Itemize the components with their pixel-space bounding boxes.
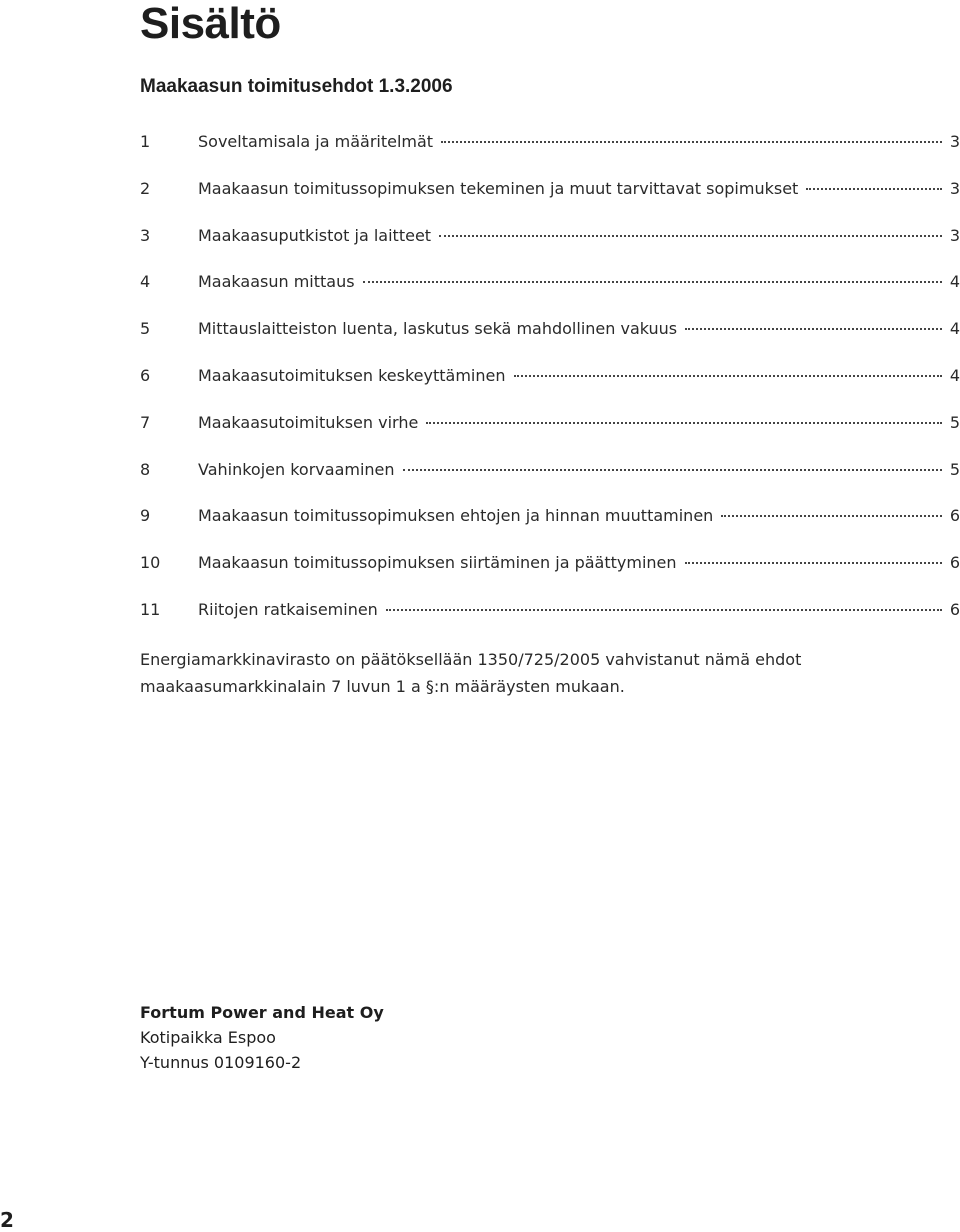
toc-item-6[interactable] <box>140 364 960 411</box>
toc-item-page: 3 <box>949 132 960 151</box>
toc-item-number: 2 <box>140 178 151 198</box>
toc-item-page: 6 <box>949 553 960 573</box>
toc-item-8[interactable] <box>140 458 960 505</box>
toc-item-title: Riitojen ratkaiseminen <box>198 599 378 619</box>
toc-item-9[interactable] <box>140 504 960 551</box>
company-name: Fortum Power and Heat Oy <box>140 1003 384 1022</box>
toc-item-title: Vahinkojen korvaaminen <box>198 459 395 479</box>
company-info <box>140 1000 384 1075</box>
toc-item-number: 9 <box>140 506 151 526</box>
toc-item-number: 11 <box>140 599 161 619</box>
toc-item-number: 5 <box>140 319 151 339</box>
table-of-contents <box>140 130 960 645</box>
toc-item-title: Maakaasuputkistot ja laitteet <box>198 225 432 245</box>
toc-item-number: 10 <box>140 553 161 573</box>
toc-dot-leader <box>441 141 942 143</box>
toc-item-page: 4 <box>949 319 960 339</box>
toc-item-number: 6 <box>140 365 151 385</box>
toc-item-number: 3 <box>140 225 151 245</box>
toc-item-number: 1 <box>140 132 151 151</box>
company-business-id: Y-tunnus 0109160-2 <box>140 1053 302 1072</box>
toc-item-2[interactable] <box>140 177 960 224</box>
toc-item-title: Maakaasun mittaus <box>198 272 355 292</box>
toc-item-5[interactable] <box>140 317 960 364</box>
toc-dot-leader <box>439 235 942 237</box>
toc-dot-leader <box>386 609 942 611</box>
toc-item-number: 7 <box>140 412 151 432</box>
toc-item-10[interactable] <box>140 551 960 598</box>
toc-item-11[interactable] <box>140 598 960 645</box>
company-domicile: Kotipaikka Espoo <box>140 1028 276 1047</box>
toc-dot-leader <box>426 422 942 424</box>
toc-dot-leader <box>363 281 942 283</box>
toc-item-page: 6 <box>949 599 960 619</box>
toc-item-3[interactable] <box>140 224 960 271</box>
page-number: 2 <box>0 1208 14 1232</box>
toc-item-page: 4 <box>949 272 960 292</box>
toc-dot-leader <box>721 515 942 517</box>
toc-item-title: Maakaasutoimituksen virhe <box>198 412 419 432</box>
toc-item-page: 4 <box>949 365 960 385</box>
toc-dot-leader <box>403 469 942 471</box>
toc-dot-leader <box>685 562 942 564</box>
toc-item-7[interactable] <box>140 411 960 458</box>
toc-item-title: Mittauslaitteiston luenta, laskutus sekä mahdollinen vakuus <box>198 319 678 339</box>
toc-dot-leader <box>685 328 942 330</box>
toc-item-page: 3 <box>949 178 960 198</box>
toc-item-number: 8 <box>140 459 151 479</box>
toc-item-title: Soveltamisala ja määritelmät <box>198 132 434 151</box>
page-title: Sisältö <box>140 0 281 48</box>
toc-item-title: Maakaasun toimitussopimuksen ehtojen ja hinnan muuttaminen <box>198 506 714 526</box>
toc-item-1[interactable] <box>140 130 960 177</box>
document-subtitle: Maakaasun toimitusehdot 1.3.2006 <box>140 76 453 97</box>
toc-dot-leader <box>806 188 942 190</box>
toc-item-page: 3 <box>949 225 960 245</box>
toc-item-4[interactable] <box>140 270 960 317</box>
toc-item-page: 5 <box>949 412 960 432</box>
toc-item-title: Maakaasutoimituksen keskeyttäminen <box>198 365 506 385</box>
toc-item-number: 4 <box>140 272 151 292</box>
toc-item-page: 6 <box>949 506 960 526</box>
toc-item-title: Maakaasun toimitussopimuksen siirtäminen ja päättyminen <box>198 553 677 573</box>
toc-dot-leader <box>514 375 942 377</box>
approval-note: Energiamarkkinavirasto on päätöksellään 1350/725/2005 vahvistanut nämä ehdot maakaasumarkkinalain 7 luvun 1 a §:n määräysten mukaan. <box>140 650 802 696</box>
toc-item-title: Maakaasun toimitussopimuksen tekeminen ja muut tarvittavat sopimukset <box>198 178 799 198</box>
toc-item-page: 5 <box>949 459 960 479</box>
